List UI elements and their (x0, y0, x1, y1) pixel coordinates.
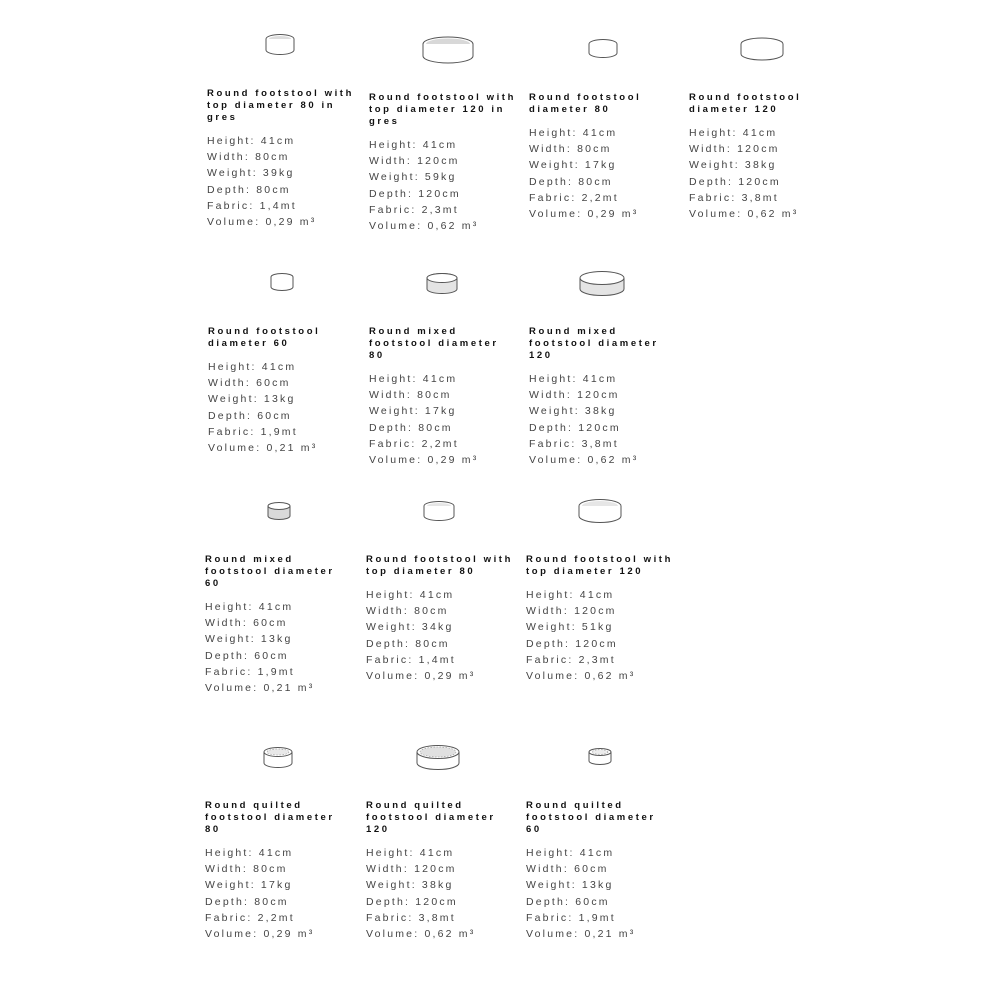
product-card (366, 742, 516, 942)
spec-height: Height: 41cm (205, 847, 294, 859)
spec-volume: Volume: 0,62 m³ (529, 454, 639, 467)
footstool-gres-top-icon (207, 30, 357, 70)
spec-height: Height: 41cm (526, 847, 615, 859)
spec-fabric: Fabric: 2,3mt (369, 203, 459, 216)
spec-width: Width: 120cm (369, 155, 460, 168)
spec-width: Width: 80cm (207, 151, 290, 164)
footstool-quilted-icon (526, 742, 676, 782)
product-title: Round footstool with top diameter 80 (366, 554, 513, 577)
footstool-plain-icon (529, 34, 679, 74)
spec-weight: Weight: 39kg (207, 167, 295, 180)
footstool-quilted-icon (366, 742, 516, 782)
spec-depth: Depth: 80cm (366, 637, 450, 650)
spec-fabric: Fabric: 3,8mt (689, 191, 779, 204)
spec-weight: Weight: 13kg (526, 879, 614, 892)
spec-volume: Volume: 0,29 m³ (369, 454, 479, 467)
spec-height: Height: 41cm (529, 127, 618, 139)
spec-height: Height: 41cm (369, 139, 458, 151)
spec-width: Width: 80cm (205, 863, 288, 876)
spec-fabric: Fabric: 2,2mt (369, 437, 459, 450)
product-title: Round footstool with top diameter 120 in gres (369, 92, 516, 127)
spec-weight: Weight: 17kg (205, 879, 293, 892)
spec-height: Height: 41cm (369, 373, 458, 385)
spec-weight: Weight: 13kg (205, 633, 293, 646)
product-title: Round footstool with top diameter 120 (526, 554, 673, 577)
spec-fabric: Fabric: 3,8mt (529, 437, 619, 450)
spec-depth: Depth: 120cm (529, 421, 621, 434)
spec-fabric: Fabric: 1,9mt (205, 665, 295, 678)
product-card (205, 742, 355, 942)
spec-volume: Volume: 0,62 m³ (369, 220, 479, 233)
product-title: Round footstool diameter 120 (689, 92, 802, 115)
product-card (526, 742, 676, 942)
product-card (208, 268, 358, 456)
spec-depth: Depth: 120cm (369, 187, 461, 200)
spec-height: Height: 41cm (207, 135, 296, 147)
spec-volume: Volume: 0,62 m³ (526, 670, 636, 683)
spec-volume: Volume: 0,62 m³ (366, 928, 476, 941)
spec-weight: Weight: 59kg (369, 171, 457, 184)
spec-fabric: Fabric: 1,9mt (526, 911, 616, 924)
product-title: Round mixed footstool diameter 60 (205, 554, 335, 589)
spec-volume: Volume: 0,21 m³ (208, 442, 318, 455)
footstool-plain-icon (689, 34, 839, 74)
spec-volume: Volume: 0,62 m³ (689, 208, 799, 221)
product-title: Round quilted footstool diameter 80 (205, 800, 335, 835)
product-card (529, 34, 679, 222)
spec-height: Height: 41cm (208, 361, 297, 373)
spec-width: Width: 60cm (205, 617, 288, 630)
footstool-plain-icon (208, 268, 358, 308)
spec-depth: Depth: 80cm (207, 183, 291, 196)
spec-fabric: Fabric: 2,2mt (205, 911, 295, 924)
footstool-gres-top-icon (369, 34, 519, 74)
spec-weight: Weight: 38kg (366, 879, 454, 892)
spec-width: Width: 120cm (526, 605, 617, 618)
spec-depth: Depth: 80cm (529, 175, 613, 188)
product-card (205, 496, 355, 696)
spec-volume: Volume: 0,29 m³ (366, 670, 476, 683)
product-card (369, 34, 519, 234)
spec-fabric: Fabric: 1,4mt (366, 653, 456, 666)
spec-fabric: Fabric: 1,4mt (207, 199, 297, 212)
product-title: Round footstool with top diameter 80 in gres (207, 88, 354, 123)
spec-height: Height: 41cm (689, 127, 778, 139)
footstool-mixed-icon (205, 496, 355, 536)
spec-depth: Depth: 60cm (208, 409, 292, 422)
spec-weight: Weight: 38kg (689, 159, 777, 172)
spec-weight: Weight: 17kg (369, 405, 457, 418)
product-title: Round mixed footstool diameter 80 (369, 326, 499, 361)
product-card (366, 496, 516, 684)
product-title: Round quilted footstool diameter 60 (526, 800, 656, 835)
spec-width: Width: 120cm (529, 389, 620, 402)
product-title: Round mixed footstool diameter 120 (529, 326, 659, 361)
spec-depth: Depth: 60cm (526, 895, 610, 908)
spec-width: Width: 80cm (369, 389, 452, 402)
product-title: Round footstool diameter 80 (529, 92, 642, 115)
spec-weight: Weight: 51kg (526, 621, 614, 634)
footstool-mixed-icon (369, 268, 519, 308)
product-card (369, 268, 519, 468)
spec-width: Width: 120cm (366, 863, 457, 876)
spec-fabric: Fabric: 2,3mt (526, 653, 616, 666)
product-title: Round footstool diameter 60 (208, 326, 321, 349)
spec-volume: Volume: 0,29 m³ (205, 928, 315, 941)
spec-width: Width: 120cm (689, 143, 780, 156)
spec-height: Height: 41cm (366, 847, 455, 859)
spec-volume: Volume: 0,21 m³ (526, 928, 636, 941)
spec-depth: Depth: 120cm (366, 895, 458, 908)
spec-height: Height: 41cm (526, 589, 615, 601)
product-card (207, 30, 357, 230)
spec-height: Height: 41cm (205, 601, 294, 613)
footstool-top-icon (366, 496, 516, 536)
spec-volume: Volume: 0,29 m³ (529, 208, 639, 221)
spec-volume: Volume: 0,29 m³ (207, 216, 317, 229)
spec-weight: Weight: 13kg (208, 393, 296, 406)
spec-weight: Weight: 34kg (366, 621, 454, 634)
spec-width: Width: 80cm (529, 143, 612, 156)
spec-height: Height: 41cm (529, 373, 618, 385)
spec-depth: Depth: 80cm (369, 421, 453, 434)
spec-depth: Depth: 60cm (205, 649, 289, 662)
spec-fabric: Fabric: 2,2mt (529, 191, 619, 204)
product-card (526, 496, 676, 684)
product-card (529, 268, 679, 468)
spec-fabric: Fabric: 1,9mt (208, 425, 298, 438)
footstool-mixed-icon (529, 268, 679, 308)
spec-depth: Depth: 120cm (689, 175, 781, 188)
spec-depth: Depth: 120cm (526, 637, 618, 650)
spec-weight: Weight: 38kg (529, 405, 617, 418)
product-title: Round quilted footstool diameter 120 (366, 800, 496, 835)
spec-width: Width: 60cm (526, 863, 609, 876)
spec-fabric: Fabric: 3,8mt (366, 911, 456, 924)
spec-width: Width: 60cm (208, 377, 291, 390)
spec-height: Height: 41cm (366, 589, 455, 601)
footstool-quilted-icon (205, 742, 355, 782)
spec-width: Width: 80cm (366, 605, 449, 618)
spec-weight: Weight: 17kg (529, 159, 617, 172)
spec-volume: Volume: 0,21 m³ (205, 682, 315, 695)
spec-depth: Depth: 80cm (205, 895, 289, 908)
footstool-top-icon (526, 496, 676, 536)
product-card (689, 34, 839, 222)
